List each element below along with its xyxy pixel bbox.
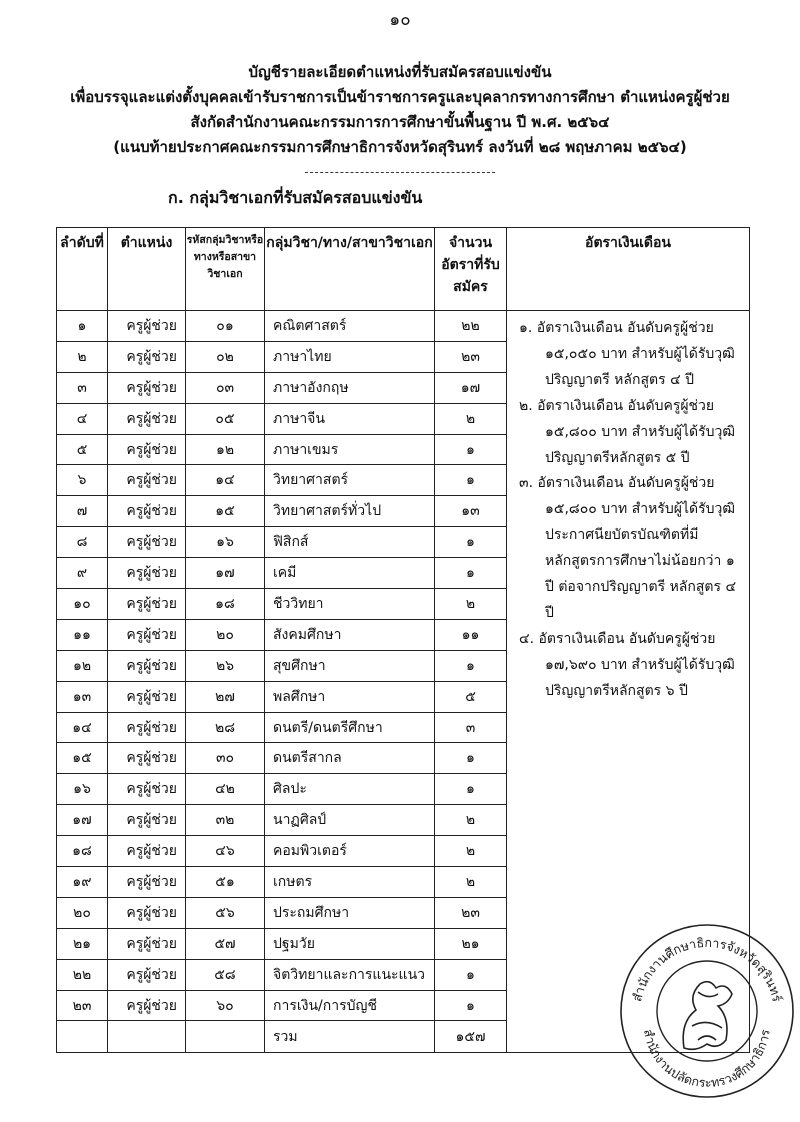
row-position: ครูผู้ช่วย [108, 743, 186, 774]
row-count: ๑๗ [435, 372, 507, 403]
row-count: ๒ [435, 403, 507, 434]
row-no: ๔ [57, 403, 108, 434]
row-position: ครูผู้ช่วย [108, 928, 186, 959]
total-label: รวม [265, 1021, 435, 1053]
row-position: ครูผู้ช่วย [108, 527, 186, 558]
total-empty-cell [57, 1021, 108, 1053]
row-subject: สุขศึกษา [265, 650, 435, 681]
official-seal [618, 922, 796, 1100]
row-no: ๑๖ [57, 774, 108, 805]
row-no: ๒๒ [57, 959, 108, 990]
row-code: ๕๘ [186, 959, 265, 990]
row-subject: การเงิน/การบัญชี [265, 990, 435, 1021]
row-position: ครูผู้ช่วย [108, 311, 186, 342]
salary-item: ๓. อัตราเงินเดือน อันดับครูผู้ช่วย ๑๕,๘๐๐ บาท สำหรับผู้ได้รับวุฒิประกาศนียบัตรบัณฑิตที่มีหลักสูตรการศึกษาไม่น้อยกว่า ๑ ปี ต่อจากปริญญาตรี หลักสูตร ๔ ปี [519, 475, 737, 621]
row-count: ๑ [435, 558, 507, 589]
row-subject: ภาษาอังกฤษ [265, 372, 435, 403]
row-subject: ปฐมวัย [265, 928, 435, 959]
row-code: ๐๒ [186, 341, 265, 372]
header-line-3: สังกัดสำนักงานคณะกรรมการการศึกษาขั้นพื้นฐาน ปี พ.ศ. ๒๕๖๔ [190, 113, 610, 131]
row-position: ครูผู้ช่วย [108, 990, 186, 1021]
row-count: ๑ [435, 527, 507, 558]
row-count: ๒ [435, 867, 507, 898]
row-count: ๓ [435, 712, 507, 743]
row-no: ๓ [57, 372, 108, 403]
separator-line [305, 172, 495, 173]
header-code: รหัสกลุ่มวิชาหรือทางหรือสาขาวิชาเอก [186, 228, 265, 311]
row-no: ๙ [57, 558, 108, 589]
row-code: ๒๖ [186, 650, 265, 681]
row-no: ๑๓ [57, 681, 108, 712]
row-count: ๒๒ [435, 311, 507, 342]
seal-outer-ring [621, 925, 793, 1097]
row-no: ๕ [57, 434, 108, 465]
row-no: ๑๐ [57, 589, 108, 620]
row-subject: เกษตร [265, 867, 435, 898]
row-code: ๑๒ [186, 434, 265, 465]
row-count: ๒ [435, 836, 507, 867]
row-subject: ฟิสิกส์ [265, 527, 435, 558]
row-no: ๒๐ [57, 897, 108, 928]
row-position: ครูผู้ช่วย [108, 712, 186, 743]
row-code: ๔๒ [186, 774, 265, 805]
row-subject: ดนตรี/ดนตรีศึกษา [265, 712, 435, 743]
row-no: ๑๙ [57, 867, 108, 898]
row-code: ๕๑ [186, 867, 265, 898]
row-no: ๒๑ [57, 928, 108, 959]
header-salary: อัตราเงินเดือน [507, 228, 750, 311]
total-empty-cell [186, 1021, 265, 1053]
header-line-1: บัญชีรายละเอียดตำแหน่งที่รับสมัครสอบแข่งขัน [248, 63, 552, 81]
seal-emblem-icon [683, 982, 732, 1050]
row-code: ๓๐ [186, 743, 265, 774]
row-no: ๑๔ [57, 712, 108, 743]
row-code: ๔๖ [186, 836, 265, 867]
row-position: ครูผู้ช่วย [108, 774, 186, 805]
total-empty-cell [108, 1021, 186, 1053]
row-count: ๑ [435, 650, 507, 681]
row-position: ครูผู้ช่วย [108, 867, 186, 898]
row-subject: ดนตรีสากล [265, 743, 435, 774]
row-position: ครูผู้ช่วย [108, 403, 186, 434]
row-position: ครูผู้ช่วย [108, 836, 186, 867]
table-header-row [57, 228, 750, 311]
row-code: ๑๗ [186, 558, 265, 589]
row-count: ๑ [435, 959, 507, 990]
row-no: ๑ [57, 311, 108, 342]
row-no: ๑๗ [57, 805, 108, 836]
header-position: ตำแหน่ง [108, 228, 186, 311]
row-subject: ภาษาไทย [265, 341, 435, 372]
row-count: ๑ [435, 465, 507, 496]
row-code: ๓๒ [186, 805, 265, 836]
salary-item: ๔. อัตราเงินเดือน อันดับครูผู้ช่วย ๑๗,๖๙๐ บาท สำหรับผู้ได้รับวุฒิปริญญาตรีหลักสูตร ๖ ปี [519, 630, 735, 699]
row-position: ครูผู้ช่วย [108, 589, 186, 620]
header-no: ลำดับที่ [57, 228, 108, 311]
row-code: ๑๖ [186, 527, 265, 558]
row-position: ครูผู้ช่วย [108, 805, 186, 836]
page-number: ๑๐ [389, 10, 411, 30]
seal-top-text: สำนักงานศึกษาธิการจังหวัดสุรินทร์ [629, 934, 785, 1004]
row-subject: นาฏศิลป์ [265, 805, 435, 836]
document-header [40, 60, 760, 160]
header-count: จำนวนอัตราที่รับสมัคร [435, 228, 507, 311]
row-no: ๒ [57, 341, 108, 372]
table-row [57, 311, 750, 342]
row-subject: ศิลปะ [265, 774, 435, 805]
row-count: ๑ [435, 774, 507, 805]
row-subject: ประถมศึกษา [265, 897, 435, 928]
row-count: ๒๑ [435, 928, 507, 959]
row-code: ๑๘ [186, 589, 265, 620]
row-position: ครูผู้ช่วย [108, 496, 186, 527]
row-count: ๒๓ [435, 341, 507, 372]
row-subject: ชีววิทยา [265, 589, 435, 620]
salary-item: ๑. อัตราเงินเดือน อันดับครูผู้ช่วย ๑๕,๐๕๐ บาท สำหรับผู้ได้รับวุฒิปริญญาตรี หลักสูตร ๔ ปี [519, 320, 735, 388]
section-title: ก. กลุ่มวิชาเอกที่รับสมัครสอบแข่งขัน [168, 188, 423, 207]
row-no: ๑๑ [57, 619, 108, 650]
row-position: ครูผู้ช่วย [108, 959, 186, 990]
row-subject: ภาษาเขมร [265, 434, 435, 465]
row-subject: ภาษาจีน [265, 403, 435, 434]
row-code: ๒๗ [186, 681, 265, 712]
row-no: ๒๓ [57, 990, 108, 1021]
row-no: ๑๒ [57, 650, 108, 681]
row-position: ครูผู้ช่วย [108, 341, 186, 372]
row-count: ๒ [435, 805, 507, 836]
row-no: ๑๕ [57, 743, 108, 774]
row-position: ครูผู้ช่วย [108, 372, 186, 403]
row-code: ๒๐ [186, 619, 265, 650]
seal-inner-ring [657, 961, 757, 1061]
row-code: ๐๑ [186, 311, 265, 342]
row-subject: พลศึกษา [265, 681, 435, 712]
row-position: ครูผู้ช่วย [108, 465, 186, 496]
header-line-2: เพื่อบรรจุและแต่งตั้งบุคคลเข้ารับราชการเป็นข้าราชการครูและบุคลากรทางการศึกษา ตำแหน่งครูผู้ช่วย [70, 88, 730, 106]
row-code: ๖๐ [186, 990, 265, 1021]
row-code: ๑๔ [186, 465, 265, 496]
row-no: ๘ [57, 527, 108, 558]
salary-item: ๒. อัตราเงินเดือน อันดับครูผู้ช่วย ๑๕,๘๐๐ บาท สำหรับผู้ได้รับวุฒิปริญญาตรีหลักสูตร ๕ ปี [519, 397, 735, 466]
row-position: ครูผู้ช่วย [108, 681, 186, 712]
row-count: ๑๑ [435, 619, 507, 650]
seal-bottom-text: สำนักงานปลัดกระทรวงศึกษาธิการ [640, 1027, 773, 1091]
row-count: ๑๓ [435, 496, 507, 527]
row-count: ๕ [435, 681, 507, 712]
row-subject: เคมี [265, 558, 435, 589]
row-subject: วิทยาศาสตร์ [265, 465, 435, 496]
total-count: ๑๕๗ [435, 1021, 507, 1053]
row-position: ครูผู้ช่วย [108, 897, 186, 928]
row-code: ๑๕ [186, 496, 265, 527]
row-code: ๐๓ [186, 372, 265, 403]
row-position: ครูผู้ช่วย [108, 434, 186, 465]
row-subject: จิตวิทยาและการแนะแนว [265, 959, 435, 990]
row-subject: คอมพิวเตอร์ [265, 836, 435, 867]
row-position: ครูผู้ช่วย [108, 558, 186, 589]
row-subject: คณิตศาสตร์ [265, 311, 435, 342]
row-position: ครูผู้ช่วย [108, 650, 186, 681]
row-count: ๒๓ [435, 897, 507, 928]
row-code: ๕๖ [186, 897, 265, 928]
header-subject: กลุ่มวิชา/ทาง/สาขาวิชาเอก [265, 228, 435, 311]
row-no: ๗ [57, 496, 108, 527]
row-count: ๑ [435, 990, 507, 1021]
row-position: ครูผู้ช่วย [108, 619, 186, 650]
row-no: ๑๘ [57, 836, 108, 867]
row-code: ๐๕ [186, 403, 265, 434]
row-count: ๑ [435, 743, 507, 774]
header-line-4: (แนบท้ายประกาศคณะกรรมการศึกษาธิการจังหวัดสุรินทร์ ลงวันที่ ๒๘ พฤษภาคม ๒๕๖๔) [113, 138, 687, 156]
row-subject: สังคมศึกษา [265, 619, 435, 650]
row-code: ๒๘ [186, 712, 265, 743]
row-code: ๕๗ [186, 928, 265, 959]
row-no: ๖ [57, 465, 108, 496]
row-count: ๒ [435, 589, 507, 620]
row-subject: วิทยาศาสตร์ทั่วไป [265, 496, 435, 527]
row-count: ๑ [435, 434, 507, 465]
